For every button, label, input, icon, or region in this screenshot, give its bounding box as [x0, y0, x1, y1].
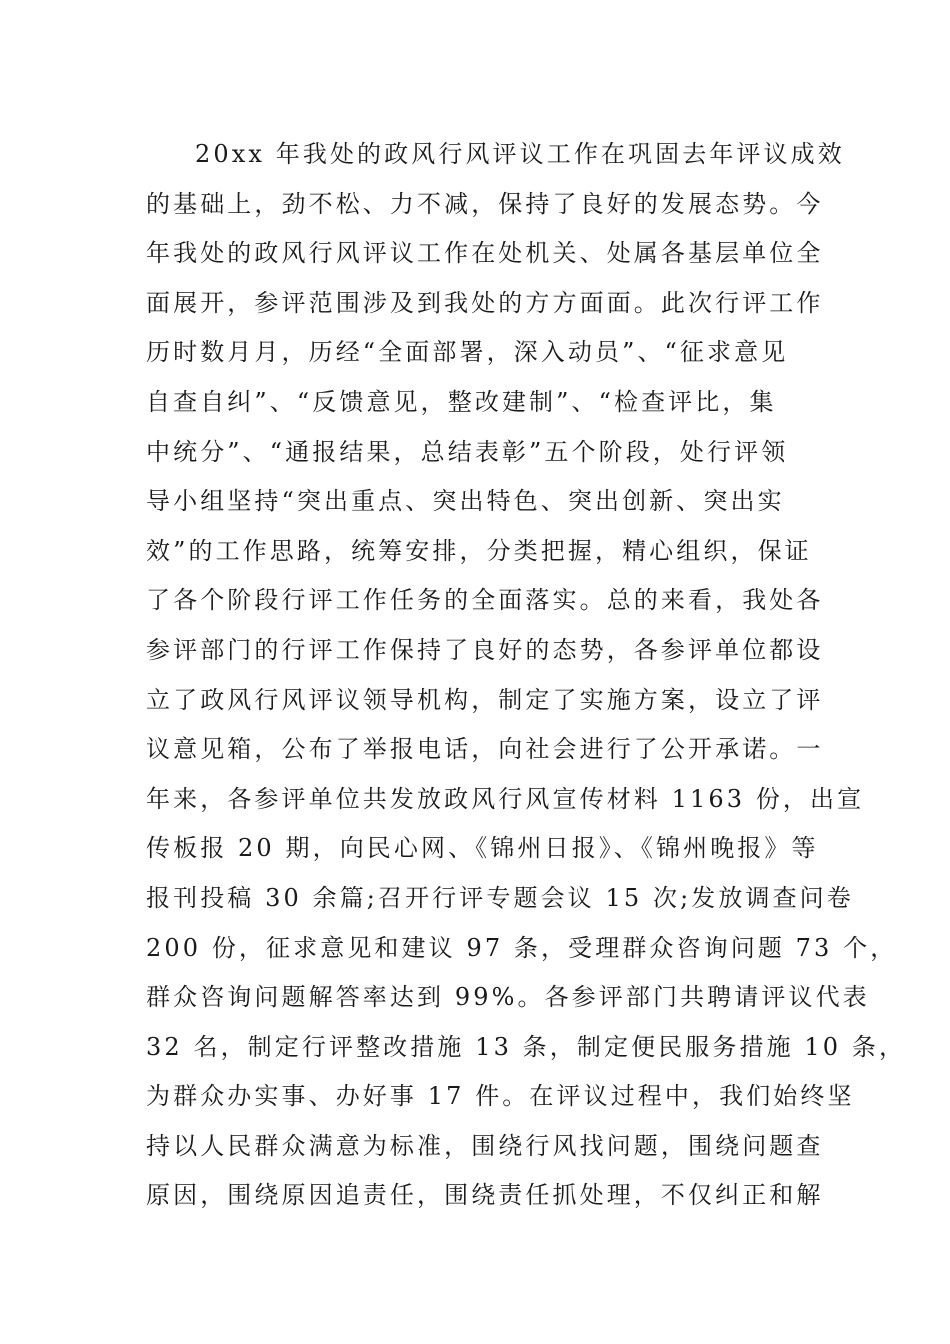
text-line: 面展开，参评范围涉及到我处的方方面面。此次行评工作: [146, 288, 824, 317]
text-line: 中统分”、“通报结果，总结表彰”五个阶段，处行评领: [146, 437, 789, 466]
text-line: 了各个阶段行评工作任务的全面落实。总的来看，我处各: [146, 586, 824, 615]
text-line: 立了政风行风评议领导机构，制定了实施方案，设立了评: [146, 685, 824, 714]
text-line: 导小组坚持“突出重点、突出特色、突出创新、突出实: [146, 487, 785, 516]
text-line: 的基础上，劲不松、力不减，保持了良好的发展态势。今: [146, 189, 824, 218]
text-line: 传板报 20 期，向民心网、《锦州日报》、《锦州晚报》等: [146, 834, 819, 863]
body-paragraph: [146, 130, 907, 1221]
text-line: 为群众办实事、办好事 17 件。在评议过程中，我们始终坚: [146, 1082, 855, 1111]
text-line: 报刊投稿 30 余篇;召开行评专题会议 15 次;发放调查问卷: [146, 883, 854, 912]
text-line: 200 份，征求意见和建议 97 条，受理群众咨询问题 73 个，: [146, 933, 898, 962]
text-line: 参评部门的行评工作保持了良好的态势，各参评单位都设: [146, 635, 824, 664]
text-line: 议意见箱，公布了举报电话，向社会进行了公开承诺。一: [146, 735, 824, 764]
text-line: 原因，围绕原因追责任，围绕责任抓处理，不仅纠正和解: [146, 1181, 824, 1210]
text-line: 20xx 年我处的政风行风评议工作在巩固去年评议成效: [195, 140, 845, 168]
text-line: 年我处的政风行风评议工作在处机关、处属各基层单位全: [146, 239, 824, 268]
text-line: 效”的工作思路，统筹安排，分类把握，精心组织，保证: [146, 536, 812, 565]
text-line: 年来，各参评单位共发放政风行风宣传材料 1163 份，出宣: [146, 784, 865, 813]
text-line: 自查自纠”、“反馈意见，整改建制”、“检查评比，集: [146, 387, 777, 416]
text-line: 群众咨询问题解答率达到 99%。各参评部门共聘请评议代表: [146, 983, 870, 1012]
text-line: 历时数月月，历经“全面部署，深入动员”、“征求意见: [146, 338, 789, 367]
text-line: 32 名，制定行评整改措施 13 条，制定便民服务措施 10 条，: [146, 1032, 907, 1061]
text-line: 持以人民群众满意为标准，围绕行风找问题，围绕问题查: [146, 1131, 824, 1160]
